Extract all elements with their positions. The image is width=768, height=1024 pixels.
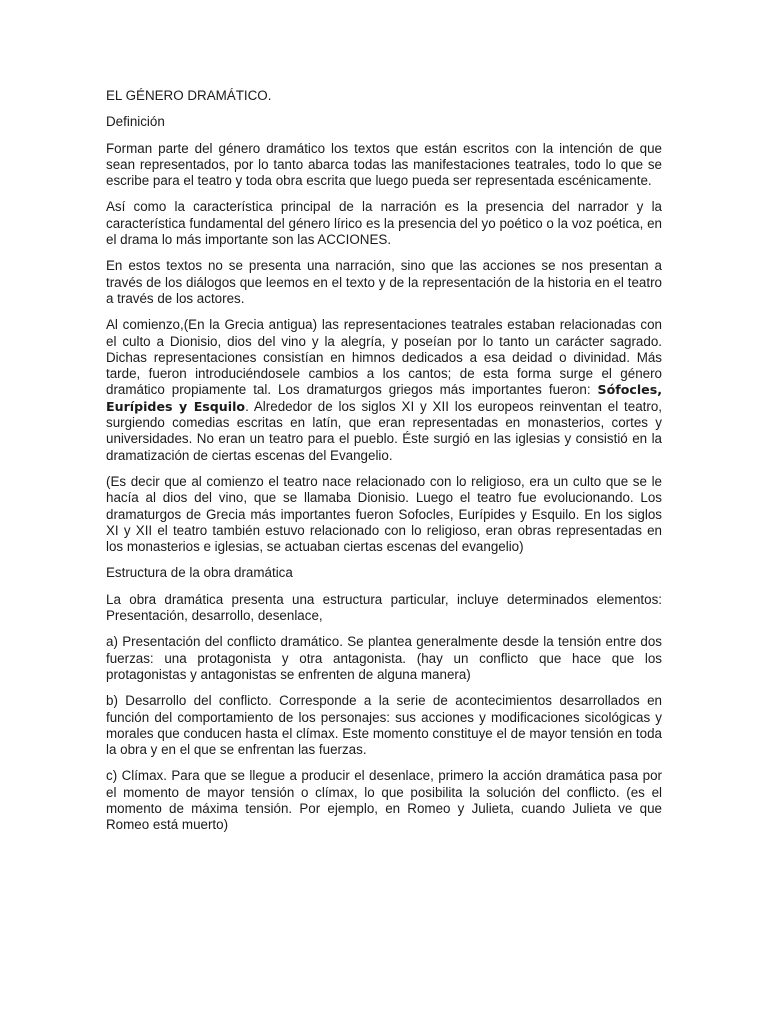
paragraph-estructura: La obra dramática presenta una estructura particular, incluye determinados elementos: Presentación, desarrollo, desenlace, bbox=[106, 591, 662, 624]
paragraph-presentacion: a) Presentación del conflicto dramático. Se plantea generalmente desde la tensión entre dos fuerzas: una protagonista y otra antagonista. (hay un conflicto que hace que los protagonistas y antagonistas se enfrenten de alguna manera) bbox=[106, 634, 662, 682]
paragraph-definicion: Forman parte del género dramático los textos que están escritos con la intención de que sean representados, por lo tanto abarca todas las manifestaciones teatrales, todo lo que se escribe para el teatro y toda obra escrita que luego pueda ser representada escénicamente. bbox=[106, 140, 662, 189]
paragraph-acciones: Así como la característica principal de la narración es la presencia del narrador y la característica fundamental del género lírico es la presencia del yo poético o la voz poética, en el drama lo más importante son las ACCIONES. bbox=[106, 199, 662, 248]
document-title: EL GÉNERO DRAMÁTICO. bbox=[106, 88, 272, 103]
dramaturgos-names: Sófocles, Eurípides y Esquilo bbox=[106, 382, 662, 414]
paragraph-desarrollo: b) Desarrollo del conflicto. Corresponde a la serie de acontecimientos desarrollados en función del comportamiento de los personajes: sus acciones y modificaciones sicológicas y morales que conducen hasta el clímax. Este momento constituye el de mayor tensión en toda la obra y en el que se enfrentan las fuerzas. bbox=[106, 693, 662, 758]
section-heading-definicion: Definición bbox=[106, 114, 165, 130]
paragraph-historia-part2: . Alrededor de los siglos XI y XII los europeos reinventan el teatro, surgiendo comedias escritas en latín, que eran representadas en monasterios, cortes y universidades. No eran un teatro para el pueblo. Éste surgió en las iglesias y consistió en la dramatización de ciertas escenas del Evangelio. bbox=[106, 398, 662, 463]
paragraph-historia-part1: Al comienzo,(En la Grecia antigua) las representaciones teatrales estaban relacionadas con el culto a Dionisio, dios del vino y la alegría, y poseían por lo tanto un carácter sagrado. Dichas representaciones consistían en himnos dedicados a esa deidad o divinidad. Más tarde, fueron introduciéndosele cambios a los cantos; de esta forma surge el género dramático propiamente tal. Los dramaturgos griegos más importantes fueron: bbox=[106, 317, 662, 398]
paragraph-resumen: (Es decir que al comienzo el teatro nace relacionado con lo religioso, era un culto que se le hacía al dios del vino, que se llamaba Dionisio. Luego el teatro fue evolucionando. Los dramaturgos de Grecia más importantes fueron Sofocles, Eurípides y Esquilo. En los siglos XI y XII el teatro también estuvo relacionado con lo religioso, eran obras representadas en los monasterios e iglesias, se actuaban ciertas escenas del evangelio) bbox=[106, 473, 662, 555]
section-heading-estructura: Estructura de la obra dramática bbox=[106, 565, 293, 581]
paragraph-historia bbox=[106, 317, 662, 464]
paragraph-climax: c) Clímax. Para que se llegue a producir el desenlace, primero la acción dramática pasa por el momento de mayor tensión o clímax, lo que posibilita la solución del conflicto. (es el momento de máxima tensión. Por ejemplo, en Romeo y Julieta, cuando Julieta ve que Romeo está muerto) bbox=[106, 768, 662, 833]
document-page bbox=[106, 88, 662, 844]
paragraph-dialogos: En estos textos no se presenta una narración, sino que las acciones se nos presentan a través de los diálogos que leemos en el texto y de la representación de la historia en el teatro a través de los actores. bbox=[106, 258, 662, 306]
